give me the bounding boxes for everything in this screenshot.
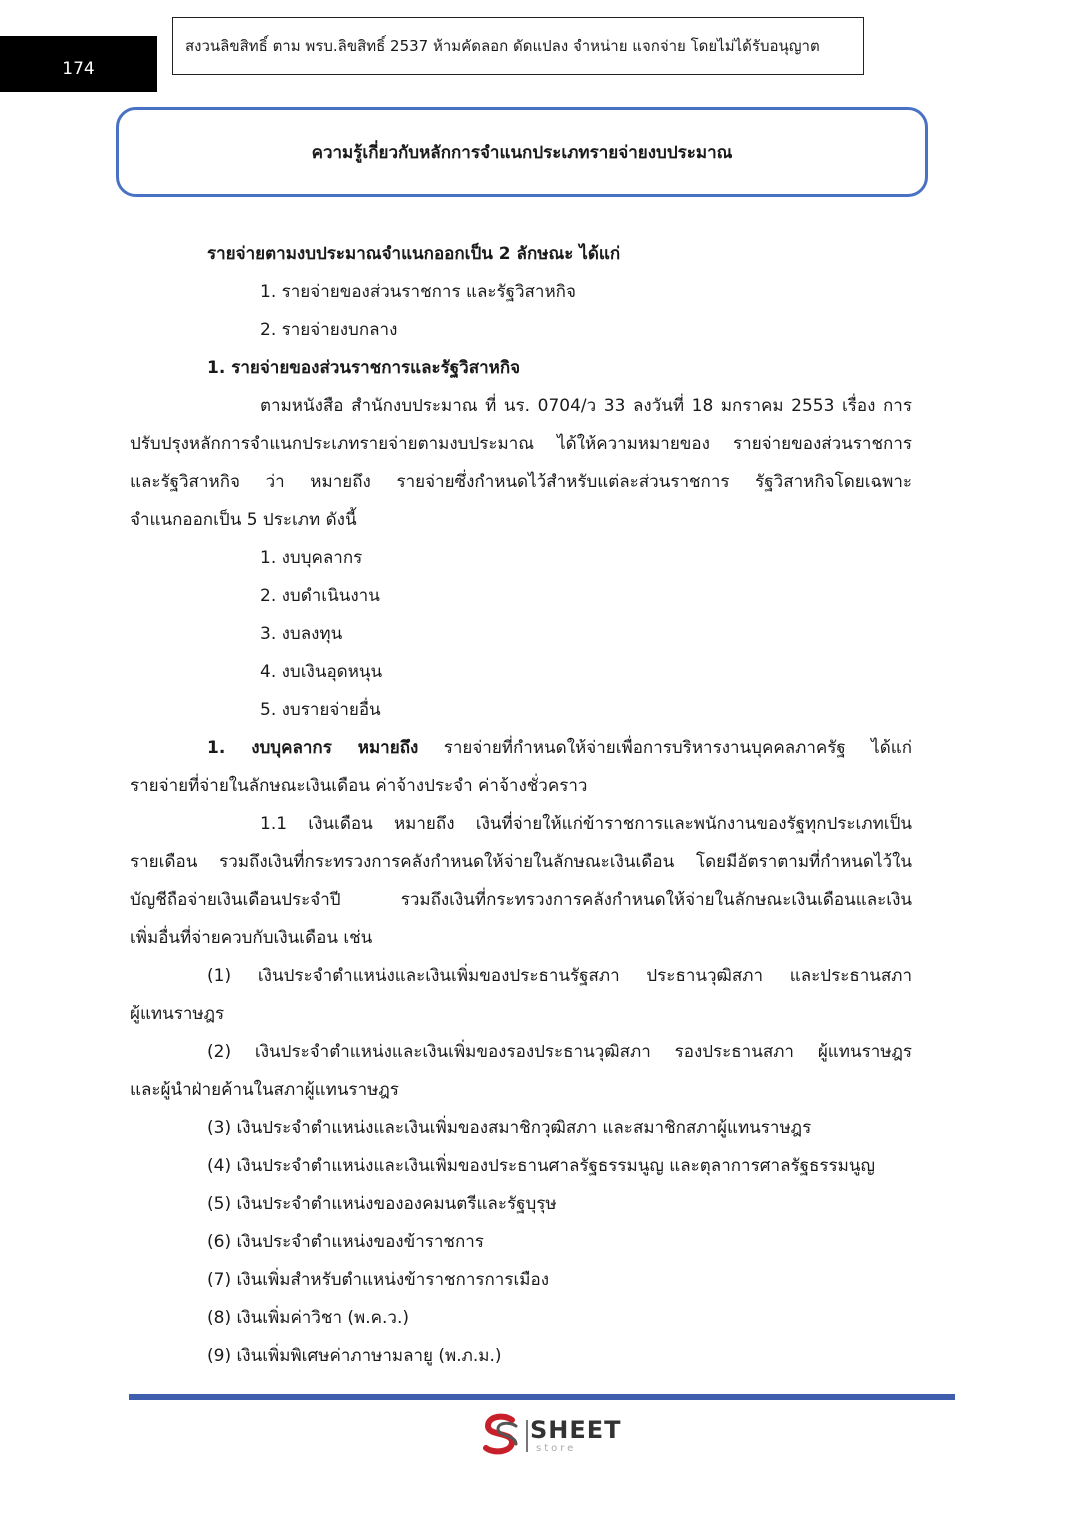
definition-line <box>130 729 912 767</box>
footer-divider <box>129 1394 955 1400</box>
list-item: (1) เงินประจำตำแหน่งและเงินเพิ่มของประธานรัฐสภา ประธานวุฒิสภา และประธานสภา <box>207 966 912 986</box>
paragraph-line: ตามหนังสือ สำนักงบประมาณ ที่ นร. 0704/ว 33 ลงวันที่ 18 มกราคม 2553 เรื่อง การ <box>260 396 912 416</box>
category-item: 4. งบเงินอุดหนุน <box>260 662 383 682</box>
paragraph-line: 1.1 เงินเดือน หมายถึง เงินที่จ่ายให้แก่ข้าราชการและพนักงานของรัฐทุกประเภทเป็น <box>260 814 912 834</box>
list-item: (9) เงินเพิ่มพิเศษค่าภาษามลายู (พ.ภ.ม.) <box>207 1346 502 1366</box>
list-item: (7) เงินเพิ่มสำหรับตำแหน่งข้าราชการการเมือง <box>207 1270 550 1290</box>
list-item: (2) เงินประจำตำแหน่งและเงินเพิ่มของรองประธานวุฒิสภา รองประธานสภา ผู้แทนราษฎร <box>207 1042 912 1062</box>
category-item: 5. งบรายจ่ายอื่น <box>260 700 381 720</box>
list-item: (8) เงินเพิ่มค่าวิชา (พ.ค.ว.) <box>207 1308 409 1328</box>
list-item: (3) เงินประจำตำแหน่งและเงินเพิ่มของสมาชิกวุฒิสภา และสมาชิกสภาผู้แทนราษฎร <box>207 1118 812 1138</box>
intro-item: 2. รายจ่ายงบกลาง <box>260 320 398 340</box>
category-item: 2. งบดำเนินงาน <box>260 586 380 606</box>
paragraph-line: จำแนกออกเป็น 5 ประเภท ดังนี้ <box>130 510 357 530</box>
page-number: 174 <box>0 36 157 92</box>
list-item: (4) เงินประจำตำแหน่งและเงินเพิ่มของประธานศาลรัฐธรรมนูญ และตุลาการศาลรัฐธรรมนูญ <box>207 1156 875 1176</box>
sheet-store-s-icon <box>478 1412 524 1458</box>
logo-separator <box>526 1420 528 1452</box>
section-heading: 1. รายจ่ายของส่วนราชการและรัฐวิสาหกิจ <box>207 358 521 378</box>
copyright-notice: สงวนลิขสิทธิ์ ตาม พรบ.ลิขสิทธิ์ 2537 ห้ามคัดลอก ดัดแปลง จำหน่าย แจกจ่าย โดยไม่ได้รับอนุญาต <box>172 17 864 75</box>
list-item-continuation: และผู้นำฝ่ายค้านในสภาผู้แทนราษฎร <box>130 1080 399 1100</box>
paragraph-line: ปรับปรุงหลักการจำแนกประเภทรายจ่ายตามงบประมาณ ได้ให้ความหมายของ รายจ่ายของส่วนราชการ <box>130 434 912 454</box>
definition-term: 1. งบบุคลากร หมายถึง <box>207 738 419 758</box>
intro-item: 1. รายจ่ายของส่วนราชการ และรัฐวิสาหกิจ <box>260 282 576 302</box>
definition-text: รายจ่ายที่กำหนดให้จ่ายเพื่อการบริหารงานบุคคลภาครัฐ ได้แก่ <box>418 738 913 758</box>
list-item: (5) เงินประจำตำแหน่งขององคมนตรีและรัฐบุรุษ <box>207 1194 557 1214</box>
sheet-store-logo <box>478 1412 628 1458</box>
category-item: 1. งบบุคลากร <box>260 548 363 568</box>
definition-line: รายจ่ายที่จ่ายในลักษณะเงินเดือน ค่าจ้างประจำ ค่าจ้างชั่วคราว <box>130 776 588 796</box>
document-body <box>130 235 912 1375</box>
list-item-continuation: ผู้แทนราษฎร <box>130 1004 225 1024</box>
page-title: ความรู้เกี่ยวกับหลักการจำแนกประเภทรายจ่ายงบประมาณ <box>116 107 928 197</box>
paragraph-line: และรัฐวิสาหกิจ ว่า หมายถึง รายจ่ายซึ่งกำหนดไว้สำหรับแต่ละส่วนราชการ รัฐวิสาหกิจโดยเฉพาะ <box>130 472 912 492</box>
paragraph-line: เพิ่มอื่นที่จ่ายควบกับเงินเดือน เช่น <box>130 928 373 948</box>
category-item: 3. งบลงทุน <box>260 624 343 644</box>
list-item: (6) เงินประจำตำแหน่งของข้าราชการ <box>207 1232 484 1252</box>
paragraph-line: รายเดือน รวมถึงเงินที่กระทรวงการคลังกำหนดให้จ่ายในลักษณะเงินเดือน โดยมีอัตราตามที่กำหนดไว้ใน <box>130 852 912 872</box>
paragraph-line: บัญชีถือจ่ายเงินเดือนประจำปี รวมถึงเงินที่กระทรวงการคลังกำหนดให้จ่ายในลักษณะเงินเดือนและเงิน <box>130 890 912 910</box>
intro-heading: รายจ่ายตามงบประมาณจำแนกออกเป็น 2 ลักษณะ ได้แก่ <box>207 244 621 264</box>
logo-subtext: store <box>536 1443 577 1454</box>
logo-word: SHEET <box>530 1416 622 1444</box>
